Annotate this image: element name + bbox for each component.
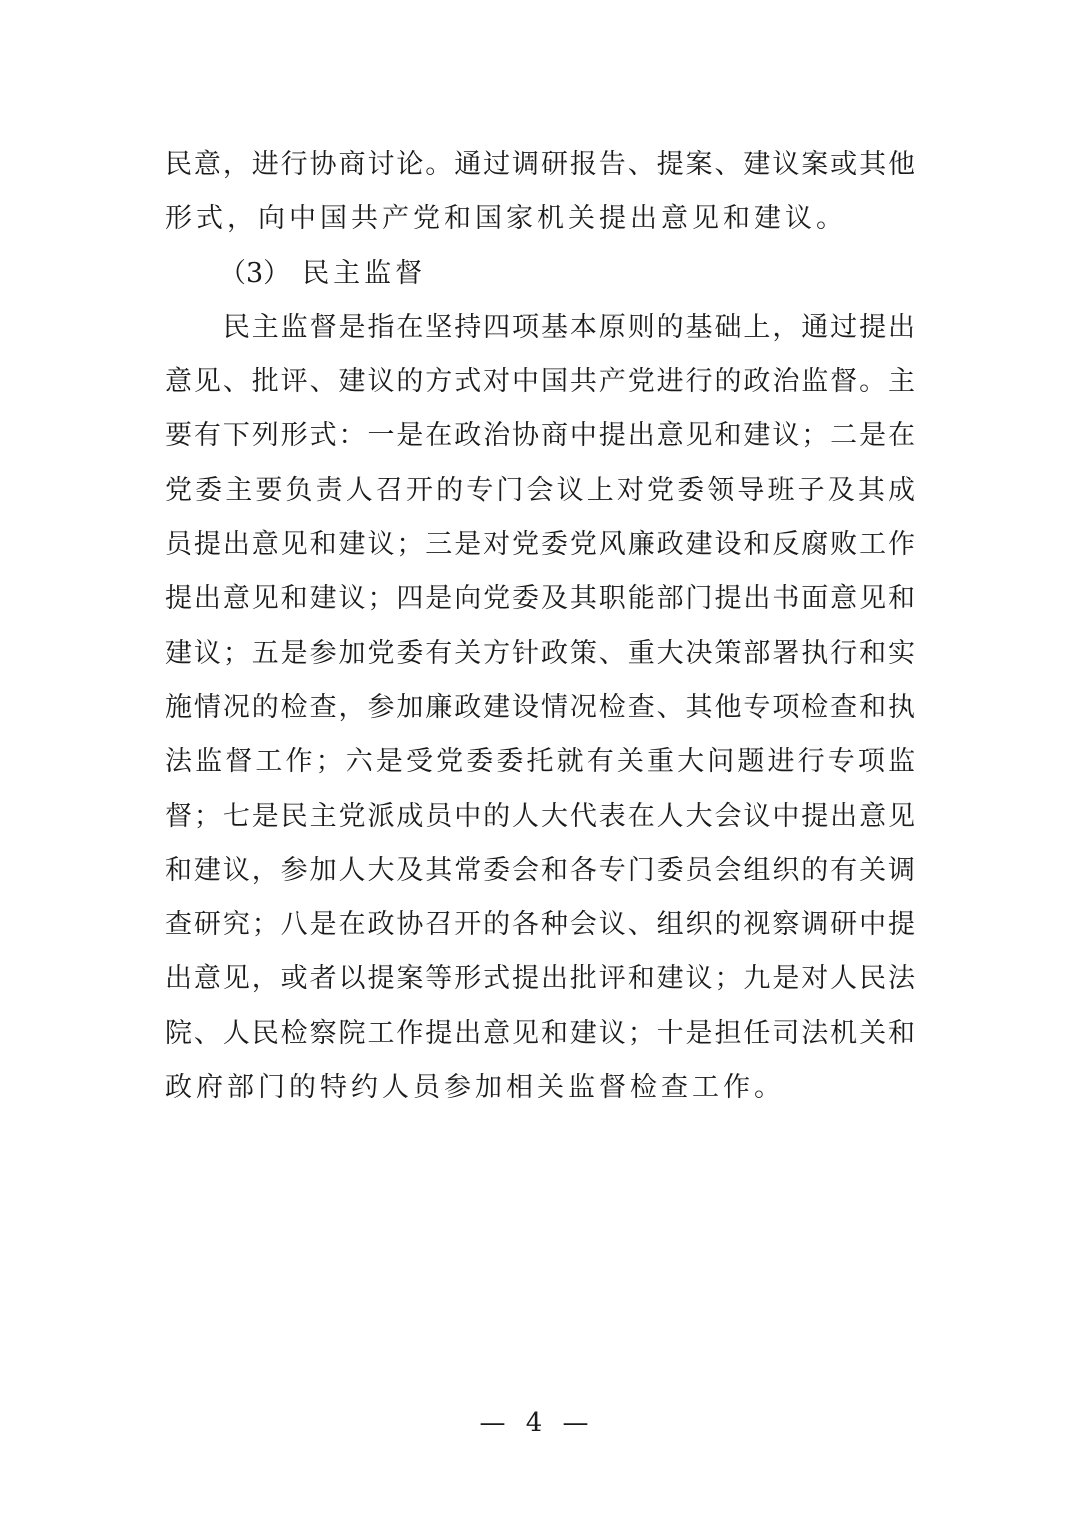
text-line: 民意，进行协商讨论。通过调研报告、提案、建议案或其他 bbox=[165, 149, 915, 180]
page-number: — 4 — bbox=[479, 1408, 595, 1438]
text-line: 法监督工作；六是受党委委托就有关重大问题进行专项监 bbox=[165, 746, 915, 778]
paragraph-democratic-supervision bbox=[165, 301, 915, 1115]
section-title: 民主监督 bbox=[302, 257, 427, 289]
section-number: （3） bbox=[219, 257, 291, 289]
text-line: 员提出意见和建议；三是对党委党风廉政建设和反腐败工作 bbox=[165, 529, 915, 561]
text-line: 施情况的检查，参加廉政建设情况检查、其他专项检查和执 bbox=[165, 691, 915, 723]
text-line: 意见、批评、建议的方式对中国共产党进行的政治监督。主 bbox=[165, 366, 915, 398]
paragraph-consultation-end bbox=[165, 138, 915, 247]
text-line: 建议；五是参加党委有关方针政策、重大决策部署执行和实 bbox=[165, 637, 915, 669]
text-line: 和建议，参加人大及其常委会和各专门委员会组织的有关调 bbox=[165, 854, 915, 886]
text-line: 出意见，或者以提案等形式提出批评和建议；九是对人民法 bbox=[165, 963, 915, 995]
text-line: 形式，向中国共产党和国家机关提出意见和建议。 bbox=[165, 203, 847, 235]
text-line: 院、人民检察院工作提出意见和建议；十是担任司法机关和 bbox=[165, 1017, 915, 1049]
text-line: 督；七是民主党派成员中的人大代表在人大会议中提出意见 bbox=[165, 800, 915, 832]
body-text bbox=[165, 138, 915, 1115]
text-line: 查研究；八是在政协召开的各种会议、组织的视察调研中提 bbox=[165, 909, 915, 941]
text-line: 提出意见和建议；四是向党委及其职能部门提出书面意见和 bbox=[165, 583, 915, 615]
text-line: 民主监督是指在坚持四项基本原则的基础上，通过提出 bbox=[165, 311, 915, 343]
text-line: 政府部门的特约人员参加相关监督检查工作。 bbox=[165, 1072, 785, 1104]
section-heading bbox=[165, 247, 915, 301]
text-line: 党委主要负责人召开的专门会议上对党委领导班子及其成 bbox=[165, 474, 915, 506]
text-line: 要有下列形式：一是在政治协商中提出意见和建议；二是在 bbox=[165, 420, 915, 452]
